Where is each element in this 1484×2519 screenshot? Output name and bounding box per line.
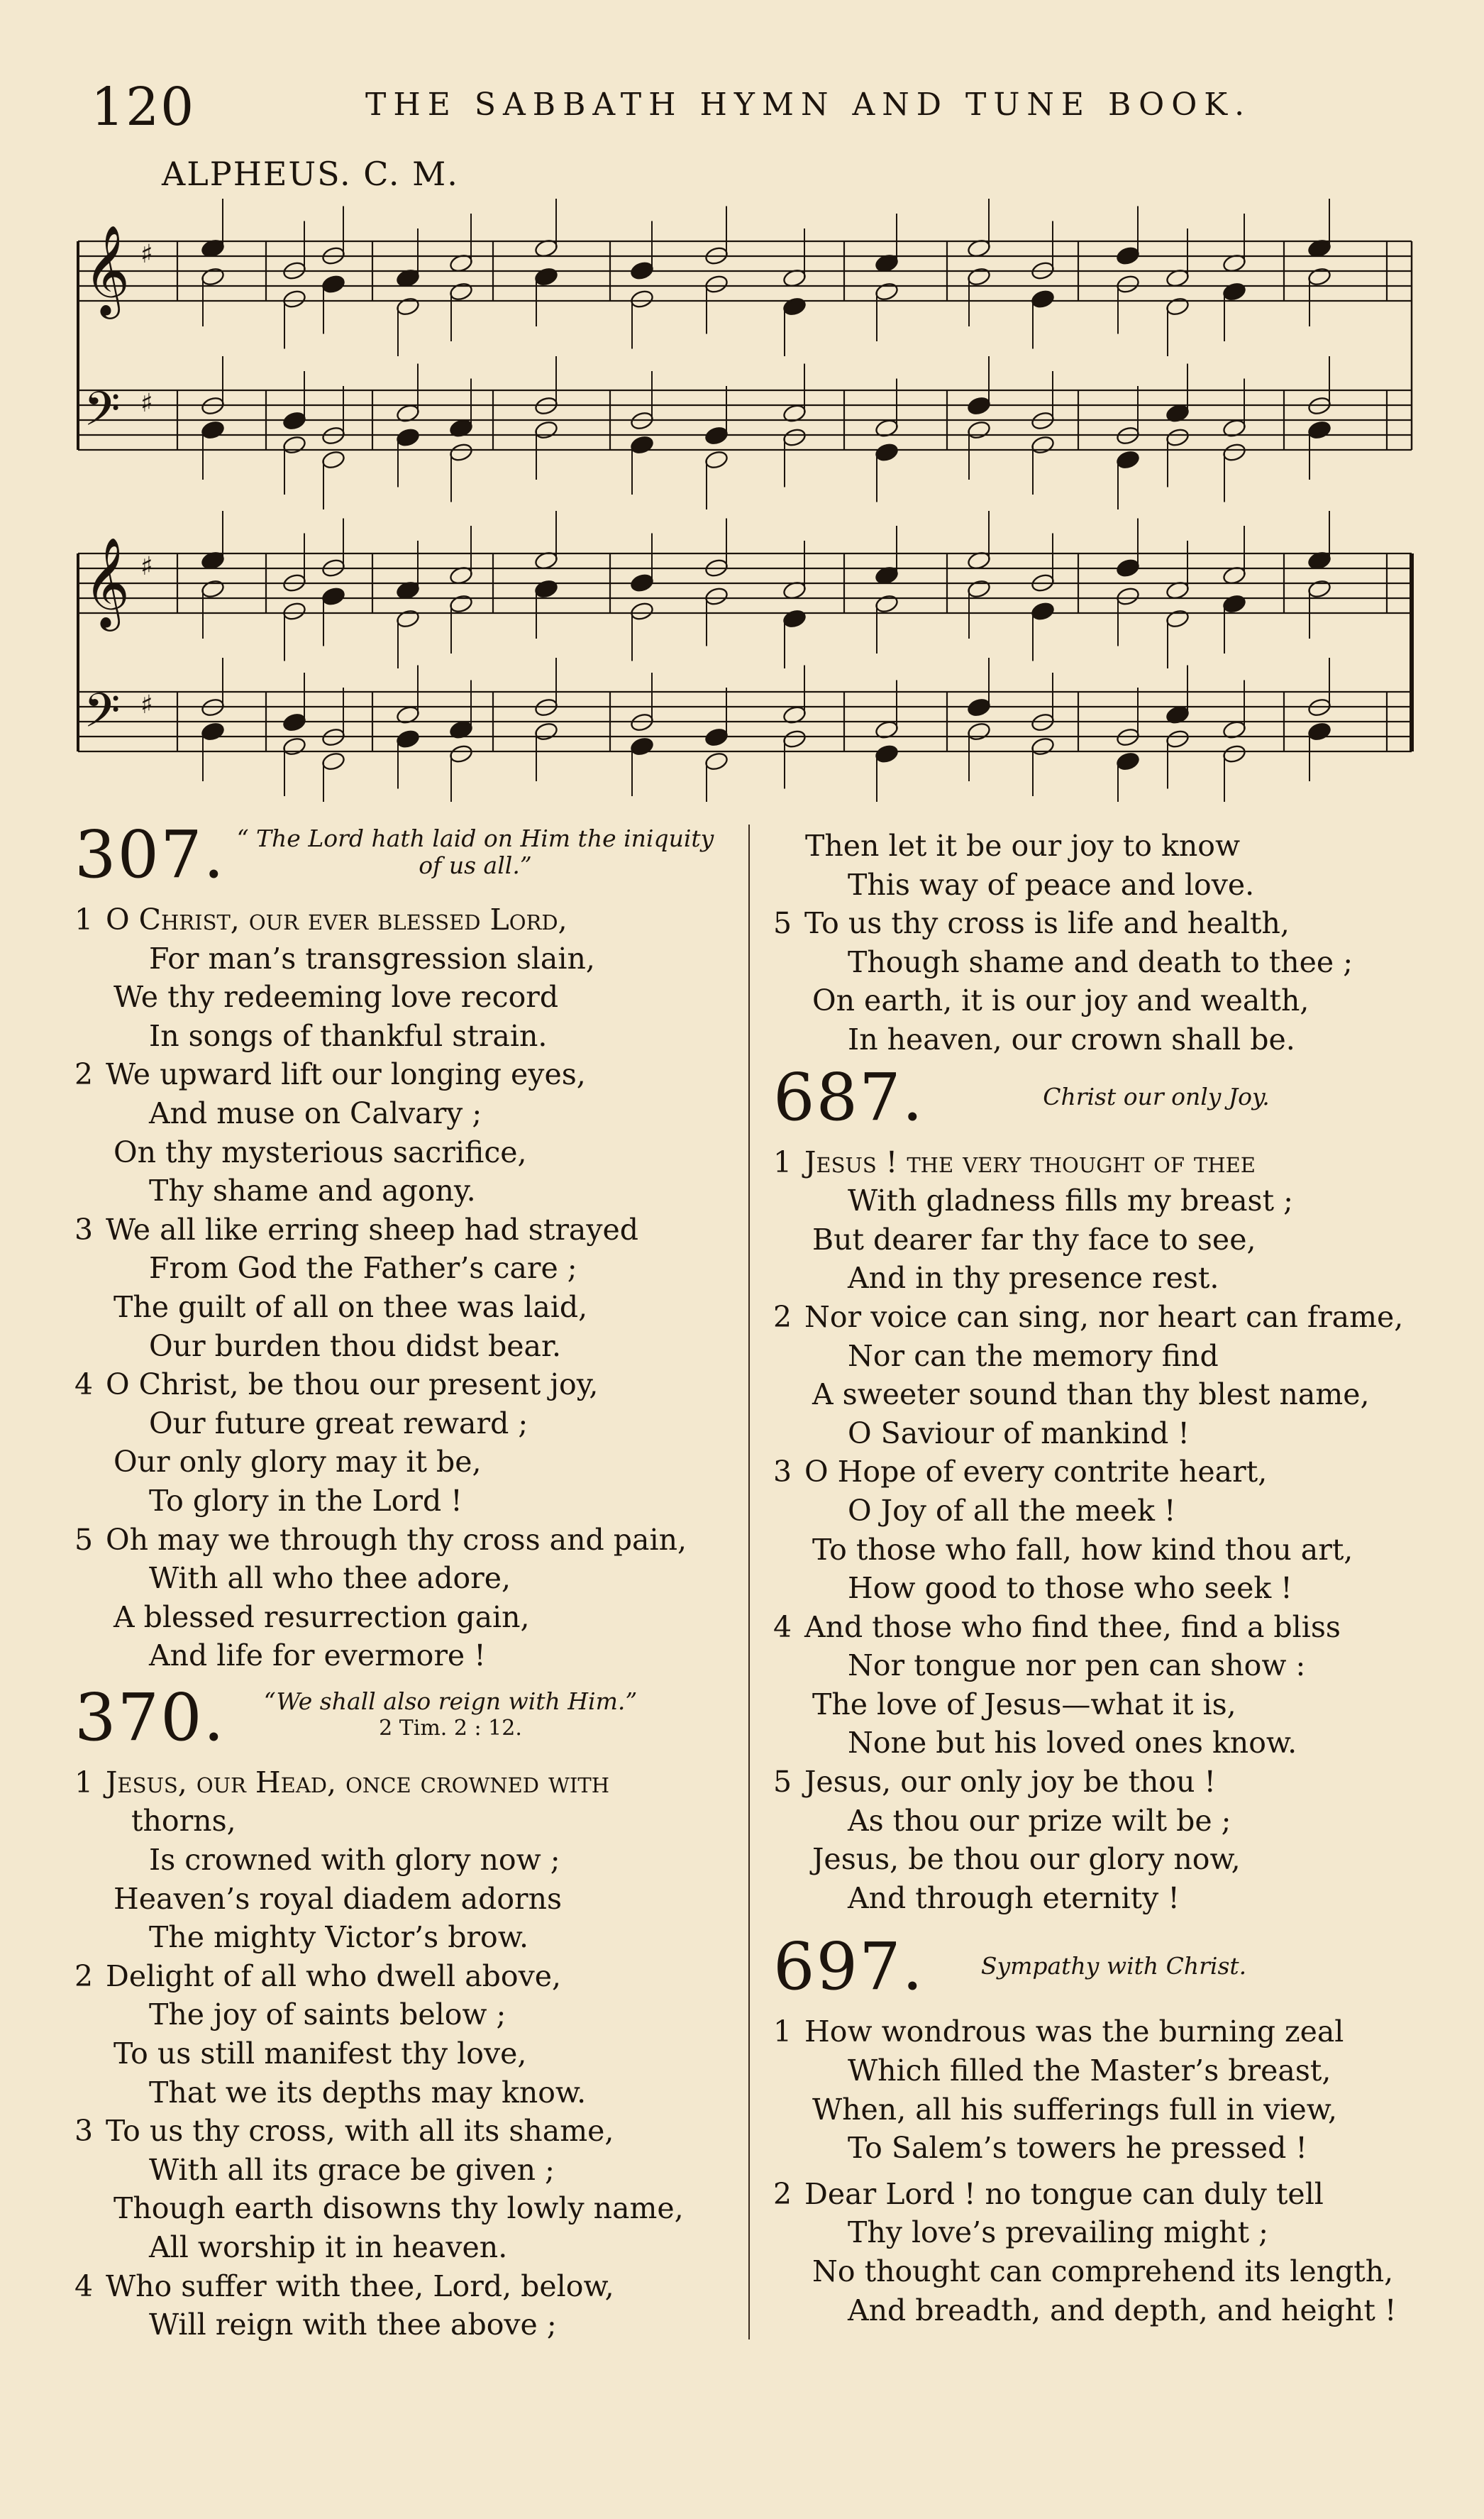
stanza-number: 2 [74, 1958, 94, 1993]
verse-line: In heaven, our crown shall be. [848, 1022, 1295, 1057]
verse-line: Then let it be our joy to know [805, 829, 1241, 863]
verse-line: Thy love’s prevailing might ; [848, 2215, 1268, 2250]
verse-line: Nor can the memory find [848, 1338, 1219, 1373]
note-head [1165, 427, 1190, 448]
stanza-number: 4 [74, 2269, 94, 2303]
verse-line: thorns, [131, 1804, 236, 1839]
hymn-370-heading [74, 1679, 738, 1758]
note-head [629, 260, 654, 281]
verse-line: 1 Jesus, our Head, once crowned with [74, 1763, 738, 1802]
verse-line: But dearer far thy face to see, [812, 1222, 1256, 1257]
stanza-number: 4 [773, 1609, 792, 1644]
note-head [1115, 274, 1140, 294]
sharp-icon: ♯ [140, 690, 153, 720]
verse-line: From God the Father’s care ; [149, 1251, 577, 1286]
verse-line: With all who thee adore, [149, 1561, 511, 1596]
verse-line: When, all his sufferings full in view, [812, 2092, 1338, 2127]
note-head [395, 608, 420, 629]
note-head [966, 266, 991, 287]
verse-line: And breadth, and depth, and height ! [848, 2293, 1397, 2327]
stanza-number: 1 [773, 1145, 792, 1179]
note-head [1030, 601, 1055, 622]
treble-clef-icon: 𝄞 [84, 224, 131, 315]
note-head [874, 593, 899, 614]
note-head [1222, 281, 1246, 302]
hymn-epigraph: Christ our only Joy. [1043, 1082, 1270, 1110]
scripture-reference: 2 Tim. 2 : 12. [379, 1715, 522, 1741]
verse-line: 5 Oh may we through thy cross and pain, [74, 1521, 738, 1560]
verse-line: To glory in the Lord ! [149, 1483, 463, 1518]
left-column [74, 817, 738, 2344]
note-head [966, 578, 991, 599]
note-head [395, 427, 420, 448]
note-head [1222, 744, 1246, 764]
note-head [704, 586, 729, 607]
note-head [282, 289, 306, 309]
verse-line: 1 How wondrous was the burning zeal [773, 2012, 1426, 2051]
note-head [1115, 449, 1140, 470]
verse-line: The love of Jesus—what it is, [812, 1687, 1236, 1721]
note-head [1222, 442, 1246, 463]
verse-line: Our future great reward ; [149, 1406, 528, 1440]
bass-clef-icon: 𝄢 [84, 683, 121, 749]
verse-line: The guilt of all on thee was laid, [113, 1289, 588, 1324]
note-head [448, 281, 473, 302]
note-head [704, 449, 729, 470]
stanza-number: 3 [74, 2114, 94, 2149]
stanza-number: 1 [773, 2014, 792, 2049]
note-head [1307, 266, 1331, 287]
note-head [704, 425, 729, 446]
note-head [448, 744, 473, 764]
stanza-number: 5 [74, 1522, 94, 1557]
verse-line: In songs of thankful strain. [149, 1018, 548, 1053]
note-head [1165, 608, 1190, 629]
column-divider [748, 825, 750, 2339]
verse-line: This way of peace and love. [848, 867, 1255, 902]
note-head [874, 281, 899, 302]
hymn-epigraph: “We shall also reign with Him.” [263, 1687, 638, 1715]
note-head [966, 395, 991, 416]
note-head [395, 296, 420, 316]
stanza-number: 3 [773, 1455, 792, 1489]
note-head [1307, 721, 1331, 742]
note-head [704, 751, 729, 771]
note-head [704, 727, 729, 747]
page-number: 120 [91, 77, 196, 138]
note-head [1165, 729, 1190, 749]
note-head [966, 721, 991, 742]
note-head [1165, 296, 1190, 316]
note-head [321, 449, 345, 470]
stanza-number: 3 [74, 1212, 94, 1247]
note-head [629, 573, 654, 593]
note-head [395, 729, 420, 749]
treble-clef-icon: 𝄞 [84, 536, 131, 627]
stanza-number: 2 [773, 1299, 792, 1334]
sharp-icon: ♯ [140, 240, 153, 269]
note-head [629, 434, 654, 455]
verse-line: 3 To us thy cross, with all its shame, [74, 2112, 738, 2151]
note-head [321, 586, 345, 607]
stanza-number: 5 [773, 906, 792, 941]
hymn-epigraph: “ The Lord hath laid on Him the iniquity [236, 825, 714, 852]
verse-line: Though shame and death to thee ; [848, 944, 1353, 979]
note-head [448, 593, 473, 614]
verse-line: 4 And those who find thee, find a bliss [773, 1608, 1426, 1647]
bass-clef-icon: 𝄢 [84, 382, 121, 448]
verse-line: 2 Delight of all who dwell above, [74, 1957, 738, 1996]
hymn-number: 370. [74, 1679, 226, 1755]
note-head [1030, 434, 1055, 455]
verse-line: The joy of saints below ; [149, 1997, 506, 2032]
note-head [533, 721, 558, 742]
verse-line: Thy shame and agony. [149, 1174, 476, 1208]
stanza-number: 1 [74, 903, 94, 937]
note-head [1030, 289, 1055, 309]
verse-line: To Salem’s towers he pressed ! [848, 2131, 1307, 2166]
hymn-epigraph: Sympathy with Christ. [980, 1952, 1247, 1980]
note-head [282, 712, 306, 732]
running-title: THE SABBATH HYMN AND TUNE BOOK. [365, 87, 1252, 123]
stanza-number: 5 [773, 1765, 792, 1799]
note-head [282, 410, 306, 431]
note-head [1307, 578, 1331, 599]
verse-line: With gladness fills my breast ; [848, 1184, 1293, 1218]
verse-line: Though earth disowns thy lowly name, [113, 2191, 684, 2226]
verse-line: 2 Dear Lord ! no tongue can duly tell [773, 2175, 1426, 2214]
verse-line: To us still manifest thy love, [113, 2036, 527, 2071]
verse-line: All worship it in heaven. [149, 2230, 508, 2264]
note-head [1115, 246, 1140, 266]
verse-line: 2 We upward lift our longing eyes, [74, 1055, 738, 1094]
sharp-icon: ♯ [140, 389, 153, 418]
verse-line: And muse on Calvary ; [149, 1096, 482, 1130]
note-head [200, 419, 225, 440]
verse-line: 4 O Christ, be thou our present joy, [74, 1365, 738, 1404]
verse-line: As thou our prize wilt be ; [848, 1803, 1231, 1838]
note-head [1307, 419, 1331, 440]
note-head [282, 736, 306, 756]
verse-line: On earth, it is our joy and wealth, [812, 983, 1309, 1018]
verse-line: And life for evermore ! [149, 1638, 486, 1673]
note-head [704, 274, 729, 294]
verse-line: 3 O Hope of every contrite heart, [773, 1453, 1426, 1492]
hymn-number: 687. [773, 1059, 924, 1135]
note-head [629, 736, 654, 756]
tune-name: ALPHEUS. C. M. [162, 155, 459, 193]
note-head [533, 578, 558, 599]
note-head [448, 442, 473, 463]
verse-line: And in thy presence rest. [848, 1261, 1219, 1296]
verse-line: 3 We all like erring sheep had strayed [74, 1211, 738, 1250]
verse-line: Will reign with thee above ; [149, 2308, 557, 2342]
hymn-number: 697. [773, 1929, 924, 2005]
verse-line: With all its grace be given ; [149, 2152, 555, 2187]
note-head [966, 419, 991, 440]
verse-line: We thy redeeming love record [113, 980, 559, 1015]
note-head [629, 289, 654, 309]
verse-line: Our only glory may it be, [113, 1445, 482, 1479]
verse-line: No thought can comprehend its length, [812, 2254, 1394, 2288]
verse-line: Which filled the Master’s breast, [848, 2054, 1331, 2088]
stanza-number: 2 [773, 2176, 792, 2211]
note-head [1115, 558, 1140, 578]
hymn-epigraph-line2: of us all.” [419, 851, 532, 879]
note-head [200, 721, 225, 742]
verse-line: On thy mysterious sacrifice, [113, 1135, 527, 1169]
verse-line: O Saviour of mankind ! [848, 1416, 1190, 1450]
hymn-697-heading [773, 1929, 1426, 2007]
note-head [200, 578, 225, 599]
verse-line: And through eternity ! [848, 1880, 1180, 1915]
music-score [0, 0, 1484, 802]
note-head [282, 434, 306, 455]
verse-line: To those who fall, how kind thou art, [812, 1532, 1353, 1567]
note-head [782, 608, 807, 629]
verse-line: That we its depths may know. [149, 2075, 587, 2110]
verse-line: 5 To us thy cross is life and health, [773, 904, 1426, 943]
note-head [1030, 736, 1055, 756]
note-head [200, 266, 225, 287]
stanza-number: 1 [74, 1765, 94, 1799]
verse-line: A blessed resurrection gain, [113, 1599, 530, 1634]
note-head [321, 751, 345, 771]
note-head [782, 729, 807, 749]
hymn-number: 307. [74, 817, 226, 893]
verse-line: 2 Nor voice can sing, nor heart can frame, [773, 1298, 1426, 1337]
verse-line: 1 O Christ, our ever blessed Lord, [74, 900, 738, 939]
note-head [782, 296, 807, 316]
stanza-number: 2 [74, 1057, 94, 1092]
sharp-icon: ♯ [140, 552, 153, 581]
verse-line: 4 Who suffer with thee, Lord, below, [74, 2267, 738, 2306]
verse-line: Nor tongue nor pen can show : [848, 1648, 1306, 1683]
verse-line: Our burden thou didst bear. [149, 1328, 562, 1363]
note-head [1222, 593, 1246, 614]
note-head [966, 697, 991, 717]
verse-line: O Joy of all the meek ! [848, 1493, 1176, 1528]
verse-line: 5 Jesus, our only joy be thou ! [773, 1763, 1426, 1802]
verse-line: 1 Jesus ! the very thought of thee [773, 1143, 1426, 1182]
note-head [533, 419, 558, 440]
note-head [282, 601, 306, 622]
verse-line: Is crowned with glory now ; [149, 1843, 560, 1878]
note-head [874, 744, 899, 764]
note-head [321, 274, 345, 294]
note-head [533, 266, 558, 287]
note-head [1115, 586, 1140, 607]
stanza-number: 4 [74, 1367, 94, 1402]
note-head [629, 601, 654, 622]
verse-line: How good to those who seek ! [848, 1571, 1292, 1606]
verse-line: Heaven’s royal diadem adorns [113, 1881, 563, 1916]
verse-line: Jesus, be thou our glory now, [812, 1842, 1241, 1877]
verse-line: None but his loved ones know. [848, 1726, 1297, 1760]
hymn-687-heading [773, 1059, 1426, 1137]
note-head [782, 427, 807, 448]
verse-line: The mighty Victor’s brow. [149, 1920, 528, 1955]
note-head [1115, 751, 1140, 771]
hymn-307-heading [74, 817, 738, 895]
note-head [874, 442, 899, 463]
verse-line: A sweeter sound than thy blest name, [812, 1377, 1370, 1412]
verse-line: For man’s transgression slain, [149, 941, 595, 976]
right-column [773, 827, 1426, 2330]
